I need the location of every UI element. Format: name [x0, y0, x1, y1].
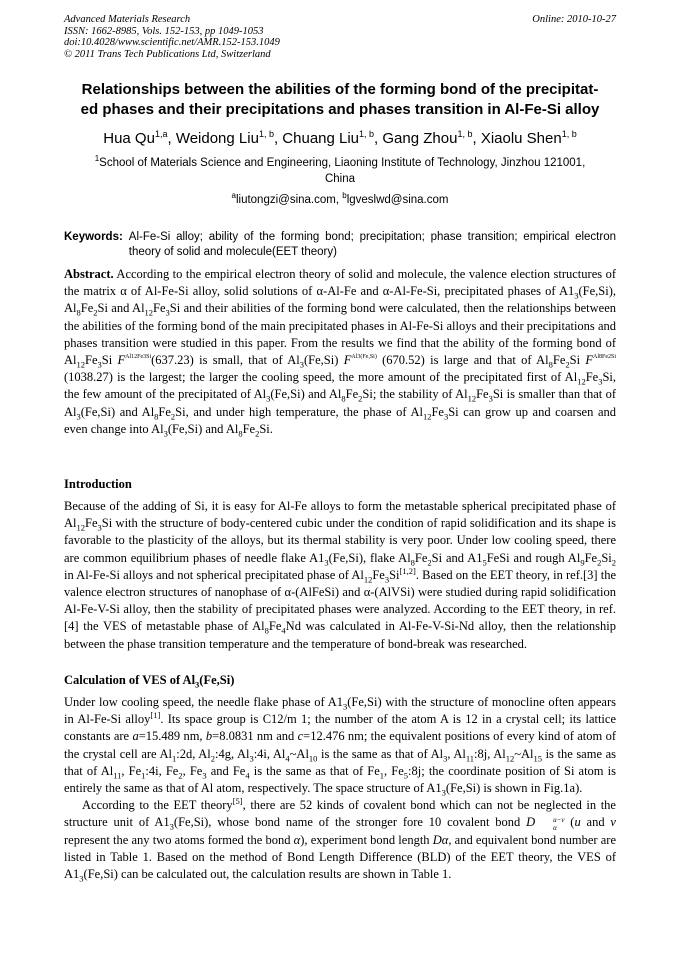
calc-text: :8j, Al: [474, 746, 506, 761]
abstract-text: Si and their abilities of the forming bond were calculated, then the relationships between the abilities of the forming bond of the main precipitated phases in Al-Fe-Si alloys and their precipitations and phases transition were studied in this paper. From the results we find that the ability of the forming bond of Al: [64, 301, 616, 368]
subscript: 12: [577, 376, 586, 387]
subscript: 2: [565, 359, 570, 370]
heading-text: (Fe,Si): [199, 673, 235, 687]
subscript: 3: [169, 821, 174, 832]
subscript: 3: [443, 411, 449, 422]
subscript: 5: [482, 557, 487, 568]
abstract-text: Fe: [153, 301, 166, 316]
bond-length-sub: α: [441, 832, 449, 847]
subscript: 1: [171, 753, 177, 764]
subscript: 3: [249, 753, 254, 764]
keywords-block: [64, 230, 616, 260]
journal-doi: doi:10.4028/www.scientific.net/AMR.152-153.1049: [64, 37, 280, 48]
superscript: Al3(Fe,Si): [351, 354, 377, 361]
subscript: 2: [93, 307, 98, 318]
author-name: Gang Zhou: [382, 130, 458, 147]
intro-text: in Al-Fe-Si alloys and not spherical precipitated phase of Al: [64, 567, 364, 582]
calc-text: (: [564, 815, 575, 830]
subscript: 3: [443, 753, 448, 764]
calc-text: (Fe,Si) can be calculated out, the calculation results are shown in Table 1.: [83, 867, 452, 882]
calc-text: :2d, Al: [176, 746, 211, 761]
abstract-text: Fe: [552, 353, 566, 368]
calc-text: =8.0831 nm and: [212, 729, 298, 744]
keywords-text: Al-Fe-Si alloy; ability of the forming bond; precipitation; phase transition; empirical electron theory of solid and molecule(EET theory): [128, 231, 616, 258]
journal-issn: ISSN: 1662-8985, Vols. 152-153, pp 1049-1053: [64, 25, 264, 37]
lattice-a: a: [132, 729, 139, 744]
subscript: 11: [465, 753, 475, 764]
abstract-text: (Fe,Si), Al: [64, 284, 616, 316]
calc-text: is the same as that of Al: [317, 746, 444, 761]
abstract-text: Si: [101, 353, 118, 368]
abstract-text: (Fe,Si) and Al: [80, 404, 155, 419]
abstract-text: (637.23) is small, that of Al: [151, 353, 300, 368]
author-mark: 1,a: [154, 129, 168, 139]
subscript: 3: [202, 770, 207, 781]
abstract-text: (Fe,Si) and Al: [167, 421, 239, 436]
subscript: 15: [533, 753, 542, 764]
subscript: 3: [574, 290, 579, 301]
subscript: 8: [76, 307, 81, 318]
abstract-text: Si can grow up and coarsen and even change into Al: [64, 404, 616, 436]
intro-text: Si with the structure of body-centered cubic under the condition of rapid solidification and its shape is favorable to the plasticity of the alloys, but its thermal stability is very poor. Under low cooling speed, there are common equilibrium phases of needle flake A1: [64, 516, 616, 565]
calc-text: (Fe,Si) is shown in Fig.1a).: [445, 781, 583, 796]
subscript: 3: [598, 376, 603, 387]
intro-text: Fe: [372, 567, 385, 582]
subscript: 3: [324, 557, 329, 568]
intro-text: Because of the adding of Si, it is easy for Al-Fe alloys to form the metastable spherical precipitated phase of Al: [64, 499, 616, 531]
intro-text: Fe: [85, 516, 98, 531]
bond-sub: α: [553, 823, 557, 832]
abstract-text: Fe: [158, 404, 171, 419]
subscript: 2: [597, 557, 602, 568]
bond-length-symbol: D: [432, 832, 442, 847]
subscript: 2: [427, 557, 432, 568]
subscript: 3: [163, 428, 168, 439]
subscript: 12: [363, 574, 373, 585]
abstract-text: According to the empirical electron theory of solid and molecule, the valence election structures of the matrix α of Al-Fe-Si alloy, solid solutions of α-Al-Fe and α-Al-Fe-Si, precipitated phases of A1: [64, 267, 616, 299]
introduction-paragraph: [64, 498, 616, 653]
abstract-text: Si: [569, 353, 586, 368]
email-a[interactable]: liutongzi@sina.com: [235, 194, 336, 206]
email-b[interactable]: lgveslwd@sina.com: [346, 194, 449, 206]
author-sep: ,: [273, 130, 283, 147]
subscript: 3: [266, 393, 271, 404]
affiliation: [64, 155, 616, 187]
var-v: v: [610, 815, 616, 830]
journal-header: [64, 14, 616, 60]
abstract-text: (Fe,Si) and Al: [270, 387, 342, 402]
calc-text: is the same as that of Fe: [249, 763, 380, 778]
affiliation-line-2: China: [324, 173, 356, 185]
subscript: 2: [210, 753, 215, 764]
calc-text: ~Al: [514, 746, 534, 761]
calc-text: ~Al: [289, 746, 309, 761]
calc-text: is the same as that of Al: [64, 746, 616, 778]
title-line-2: ed phases and their precipitations and phases transition in Al-Fe-Si alloy: [80, 101, 600, 118]
bond-ability-symbol: F: [117, 353, 126, 368]
calculation-heading: [64, 672, 616, 688]
subscript: 8: [238, 428, 243, 439]
subscript: 12: [467, 393, 477, 404]
subscript: 12: [76, 522, 85, 533]
bond-indices: [535, 816, 564, 832]
calc-text: , Fe: [384, 763, 404, 778]
calc-text: :4i, Fe: [145, 763, 179, 778]
bond-symbol: D: [526, 815, 536, 830]
subscript: 12: [76, 359, 85, 370]
subscript: 1: [379, 770, 385, 781]
affiliation-mark: 1: [94, 154, 100, 164]
introduction-heading: Introduction: [64, 477, 132, 491]
paper-title: [64, 80, 616, 120]
keywords-label: Keywords:: [64, 231, 123, 243]
calc-text: According to the EET theory: [82, 798, 233, 813]
subscript: 11: [113, 770, 122, 781]
subscript: 4: [281, 625, 286, 636]
subscript: 8: [341, 393, 346, 404]
calc-text: Under low cooling speed, the needle flake phase of A1: [64, 695, 343, 709]
intro-text: Si: [389, 567, 400, 582]
abstract-text: Si and Al: [97, 301, 145, 316]
subscript: 10: [308, 753, 318, 764]
author-sep: ,: [167, 130, 176, 147]
superscript: Al12Fe3Si: [125, 354, 152, 361]
title-line-1: Relationships between the abilities of the forming bond of the precipitat-: [81, 81, 599, 98]
abstract-text: (670.52) is large and that of Al: [376, 353, 549, 368]
citation-ref[interactable]: [1]: [150, 710, 161, 721]
intro-text: Fe: [584, 550, 598, 565]
calc-text: (Fe,Si) with the structure of monocline often appears in Al-Fe-Si alloy: [64, 695, 616, 727]
abstract-text: Fe: [242, 421, 256, 436]
intro-text: (Fe,Si), flake Al: [328, 550, 411, 565]
citation-ref[interactable]: [5]: [232, 796, 243, 807]
abstract-text: (Fe,Si): [304, 353, 344, 368]
subscript: 2: [255, 428, 260, 439]
calc-text: , Al: [447, 746, 466, 761]
calc-text: , and equivalent bond number are listed in Table 1. Based on the method of Bond Length Difference (BLD) of the EET theory, the VES of A1: [64, 832, 616, 882]
calc-text: , Fe: [121, 763, 142, 778]
calc-text: =15.489 nm,: [138, 729, 206, 744]
subscript: 3: [384, 574, 390, 585]
subscript: 3: [488, 393, 493, 404]
bond-sup: u−v: [553, 815, 565, 824]
subscript: 12: [144, 307, 154, 318]
abstract: [64, 266, 616, 438]
subscript: 1: [141, 770, 146, 781]
subscript: 5: [403, 770, 409, 781]
subscript: 4: [285, 753, 290, 764]
author-mark: 1, b: [457, 129, 473, 139]
subscript: 3: [441, 787, 446, 798]
abstract-text: (1038.27) is the largest; the larger the cooling speed, the more amount of the precipitated first of Al: [64, 370, 578, 385]
subscript: 9: [580, 557, 585, 568]
abstract-text: Fe: [585, 370, 599, 385]
abstract-text: Fe: [476, 387, 489, 402]
intro-text: . Based on the EET theory, in ref.[3] the valence electron structures of nanophase of α-(AlFeSi) and α-(AlVSi) were studied during rapid solidification Al-Fe-V-Si alloy, then the stability of precipitated phases were analyzed. According to the EET theory, in ref.[4] the VES of metastable phase of Al: [64, 567, 616, 634]
subscript: 3: [299, 359, 305, 370]
email-line: [64, 192, 616, 208]
author-mark: 1, b: [258, 129, 274, 139]
intro-text: Nd was calculated in Al-Fe-V-Si-Nd alloy, then the relationship between the phase transition temperature and the temperature of bond-break was researched.: [64, 619, 617, 651]
calc-text: :4g, Al: [214, 746, 250, 761]
abstract-text: Fe: [431, 404, 444, 419]
subscript: 8: [548, 359, 553, 370]
calc-text: and Fe: [206, 763, 246, 778]
calc-text: . Its space group is C12/m 1; the number of the atom A is 12 in a crystal cell; its lattice constants are: [64, 712, 617, 744]
abstract-text: Fe: [85, 353, 98, 368]
abstract-label: Abstract.: [64, 267, 114, 281]
calculation-section: [64, 694, 616, 883]
author-name: Weidong Liu: [175, 130, 259, 147]
subscript: 3: [97, 359, 102, 370]
bond-ability-symbol: F: [585, 353, 593, 368]
intro-text: FeSi and rough Al: [486, 550, 581, 565]
intro-text: Si and A1: [431, 550, 483, 565]
calc-text: :8j; the coordinate position of Si atom is entirely the same as that of Al atom, respectively. The space structure of A1: [64, 763, 616, 796]
calc-text: =12.476 nm; the equivalent positions of every kind of atom of the crystal cell are Al: [64, 729, 616, 761]
author-mark: 1, b: [561, 129, 577, 139]
subscript: 8: [154, 411, 159, 422]
subscript: 8: [264, 625, 269, 636]
var-u: u: [574, 815, 581, 830]
affiliation-line-1: School of Materials Science and Engineering, Liaoning Institute of Technology, Jinzhou 121001,: [99, 157, 586, 169]
abstract-text: Si, and under high temperature, the phase of Al: [175, 404, 423, 419]
subscript: 3: [76, 411, 81, 422]
abstract-text: Si.: [259, 421, 273, 436]
intro-text: Fe: [414, 550, 428, 565]
journal-copyright: © 2011 Trans Tech Publications Ltd, Switzerland: [64, 48, 271, 60]
email-sep: ,: [335, 194, 343, 206]
bond-ability-symbol: F: [343, 353, 352, 368]
subscript: 4: [245, 770, 250, 781]
intro-text: Fe: [268, 619, 282, 634]
calc-text: represent the any two atoms formed the bond: [64, 832, 294, 847]
author-name: Chuang Liu: [282, 130, 360, 147]
email-mark-a: a: [231, 191, 236, 201]
subscript: 2: [178, 770, 183, 781]
calc-text: , there are 52 kinds of covalent bond which can not be neglected in the structure unit of A1: [64, 798, 616, 830]
intro-text: Si: [601, 550, 612, 565]
abstract-text: Fe: [80, 301, 94, 316]
calc-text: , Fe: [182, 763, 203, 778]
abstract-text: Si; the stability of Al: [362, 387, 468, 402]
subscript: 12: [505, 753, 515, 764]
subscript: 2: [170, 411, 176, 422]
calc-text: :4i, Al: [253, 746, 286, 761]
calc-text: and: [580, 815, 611, 830]
abstract-text: Si is smaller than that of Al: [64, 387, 617, 419]
subscript: 8: [410, 557, 415, 568]
heading-text: Calculation of VES of Al: [64, 673, 196, 687]
subscript: 3: [97, 522, 102, 533]
subscript: 3: [79, 873, 84, 884]
subscript: 3: [165, 307, 170, 318]
superscript: Al8Fe2Si: [593, 354, 617, 361]
journal-name: Advanced Materials Research: [64, 14, 191, 25]
email-mark-b: b: [342, 191, 347, 201]
lattice-c: c: [297, 729, 304, 744]
subscript: 2: [611, 557, 616, 568]
author-name: Xiaolu Shen: [480, 130, 562, 147]
subscript: 3: [342, 701, 348, 712]
calc-text: ), experiment bond length: [300, 832, 433, 847]
author-name: Hua Qu: [103, 130, 155, 147]
author-mark: 1, b: [359, 129, 375, 139]
author-sep: ,: [374, 130, 383, 147]
online-date: Online: 2010-10-27: [532, 14, 616, 25]
author-list: [64, 129, 616, 149]
var-alpha: α: [293, 832, 301, 847]
abstract-text: Fe: [345, 387, 359, 402]
lattice-b: b: [205, 729, 213, 744]
citation-ref[interactable]: [1,2]: [399, 565, 416, 576]
abstract-text: Si, the few amount of the precipitated of Al: [64, 370, 616, 402]
subscript: 2: [358, 393, 363, 404]
calc-text: (Fe,Si), whose bond name of the stronger fore 10 covalent bond: [173, 815, 527, 830]
subscript: 12: [422, 411, 432, 422]
subscript: 3: [195, 679, 200, 690]
author-sep: ,: [472, 130, 481, 147]
